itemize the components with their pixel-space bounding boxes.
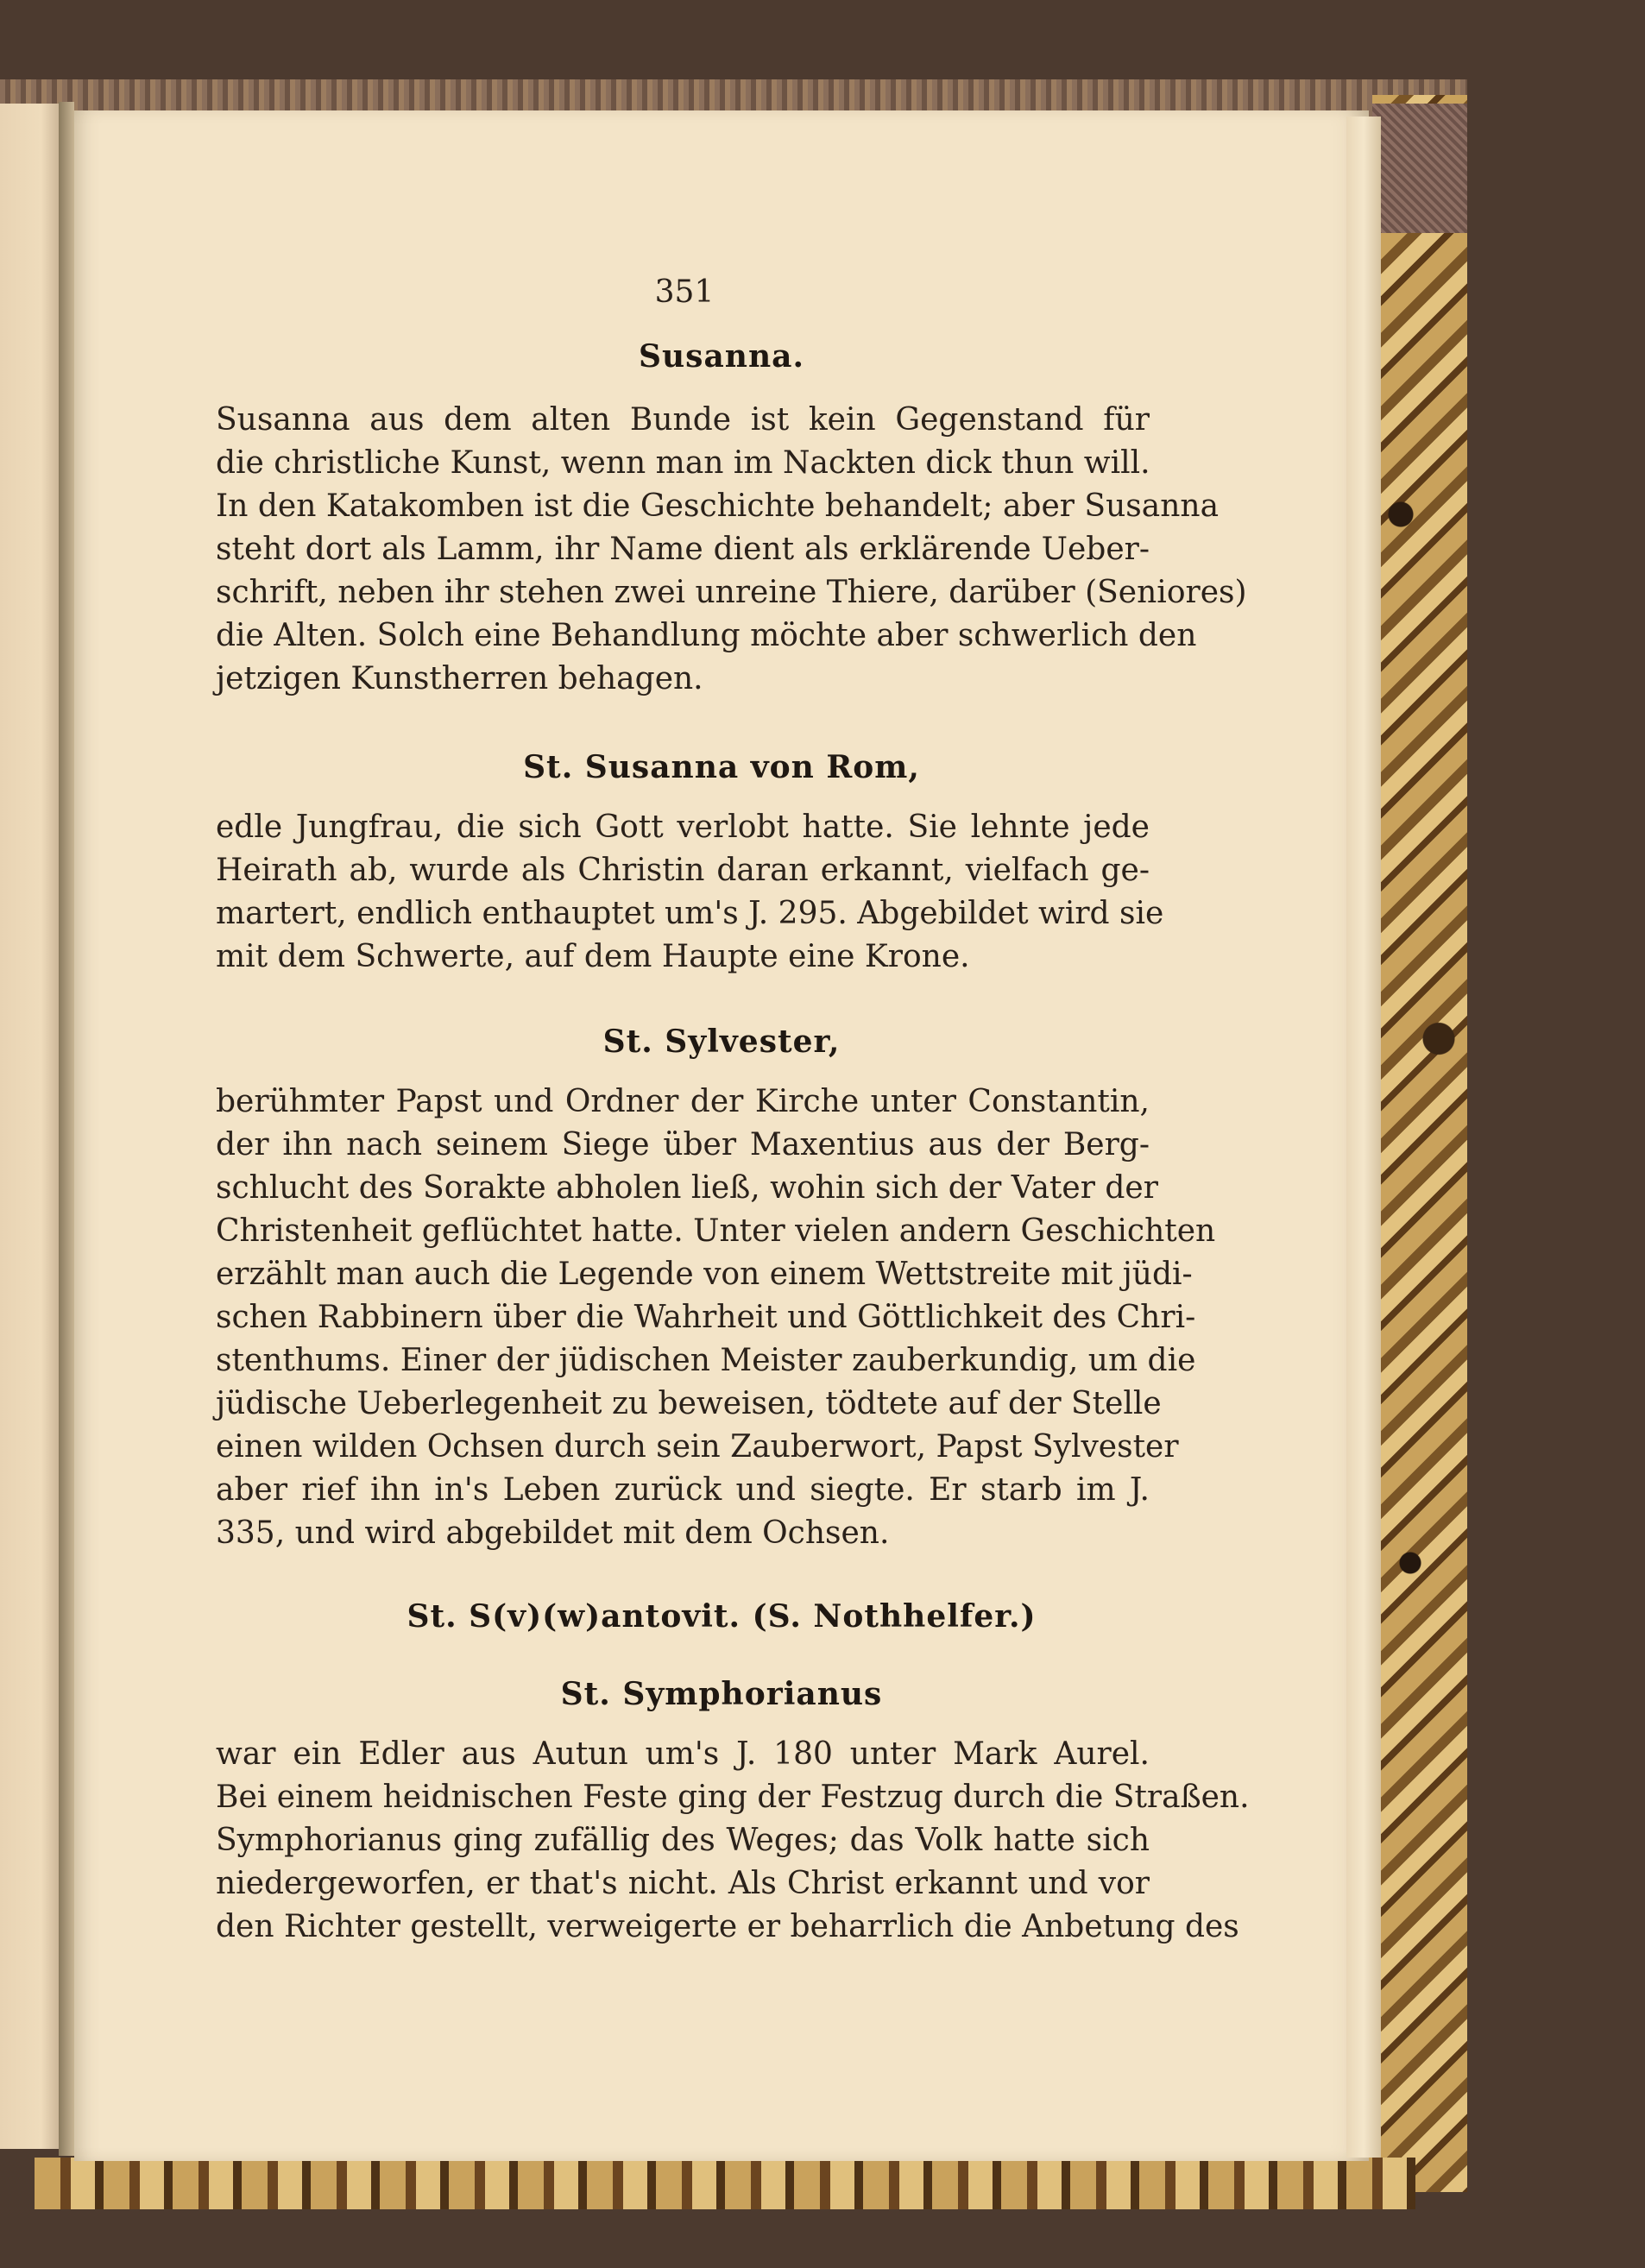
section-heading-swantovit: St. S(v)(w)antovit. (S. Nothhelfer.)	[407, 1598, 1037, 1635]
text-line: edle Jungfrau, die sich Gott verlobt hatte. Sie lehnte jede	[216, 810, 1150, 845]
text-line: stenthums. Einer der jüdischen Meister zauberkundig, um die	[216, 1343, 1196, 1378]
text-line: berühmter Papst und Ordner der Kirche unter Constantin,	[216, 1084, 1150, 1119]
text-line: die christliche Kunst, wenn man im Nackten dick thun will.	[216, 445, 1150, 481]
text-line: einen wilden Ochsen durch sein Zauberwort, Papst Sylvester	[216, 1429, 1179, 1465]
text-line: schlucht des Sorakte abholen ließ, wohin sich der Vater der	[216, 1170, 1158, 1206]
text-line: schen Rabbinern über die Wahrheit und Göttlichkeit des Chri-	[216, 1300, 1196, 1335]
text-line: Symphorianus ging zufällig des Weges; das Volk hatte sich	[216, 1823, 1150, 1858]
text-line: erzählt man auch die Legende von einem Wettstreite mit jüdi-	[216, 1257, 1193, 1292]
cloth-binding	[1372, 104, 1467, 233]
text-line: Susanna aus dem alten Bunde ist kein Gegenstand für	[216, 402, 1150, 438]
section-heading-sylvester: St. Sylvester,	[602, 1024, 841, 1060]
text-line: war ein Edler aus Autun um's J. 180 unter Mark Aurel.	[216, 1736, 1150, 1772]
section-heading-susanna: Susanna.	[639, 338, 804, 375]
text-line: den Richter gestellt, verweigerte er beharrlich die Anbetung des	[216, 1909, 1239, 1944]
book-gutter	[59, 102, 74, 2156]
text-line: In den Katakomben ist die Geschichte behandelt; aber Susanna	[216, 488, 1220, 524]
text-line: niedergeworfen, er that's nicht. Als Christ erkannt und vor	[216, 1866, 1150, 1901]
text-line: steht dort als Lamm, ihr Name dient als erklärende Ueber-	[216, 532, 1150, 567]
marbled-edge-right	[1372, 95, 1467, 2192]
text-line: aber rief ihn in's Leben zurück und siegte. Er starb im J.	[216, 1472, 1150, 1508]
text-line: mit dem Schwerte, auf dem Haupte eine Krone.	[216, 939, 970, 974]
section-heading-susanna-von-rom: St. Susanna von Rom,	[523, 749, 920, 785]
section-heading-symphorianus: St. Symphorianus	[560, 1676, 883, 1712]
text-line: jetzigen Kunstherren behagen.	[216, 661, 703, 696]
left-page	[0, 104, 59, 2149]
text-line: 335, und wird abgebildet mit dem Ochsen.	[216, 1515, 890, 1551]
section-body-susanna-von-rom	[216, 806, 1164, 979]
text-line: schrift, neben ihr stehen zwei unreine Thiere, darüber (Seniores)	[216, 575, 1247, 610]
page-number: 351	[654, 274, 715, 310]
text-line: jüdische Ueberlegenheit zu beweisen, tödtete auf der Stelle	[216, 1386, 1162, 1421]
text-line: die Alten. Solch eine Behandlung möchte aber schwerlich den	[216, 618, 1197, 653]
marbled-edge-bottom	[35, 2158, 1415, 2209]
section-body-symphorianus	[216, 1733, 1250, 1949]
section-body-susanna	[216, 399, 1247, 701]
section-body-sylvester	[216, 1080, 1216, 1555]
text-line: Bei einem heidnischen Feste ging der Festzug durch die Straßen.	[216, 1780, 1250, 1815]
text-line: Christenheit geflüchtet hatte. Unter vielen andern Geschichten	[216, 1213, 1216, 1249]
page-stack-edge	[1346, 117, 1381, 2158]
text-line: der ihn nach seinem Siege über Maxentius aus der Berg-	[216, 1127, 1150, 1162]
text-line: martert, endlich enthauptet um's J. 295. Abgebildet wird sie	[216, 896, 1164, 931]
text-line: Heirath ab, wurde als Christin daran erkannt, vielfach ge-	[216, 853, 1150, 888]
